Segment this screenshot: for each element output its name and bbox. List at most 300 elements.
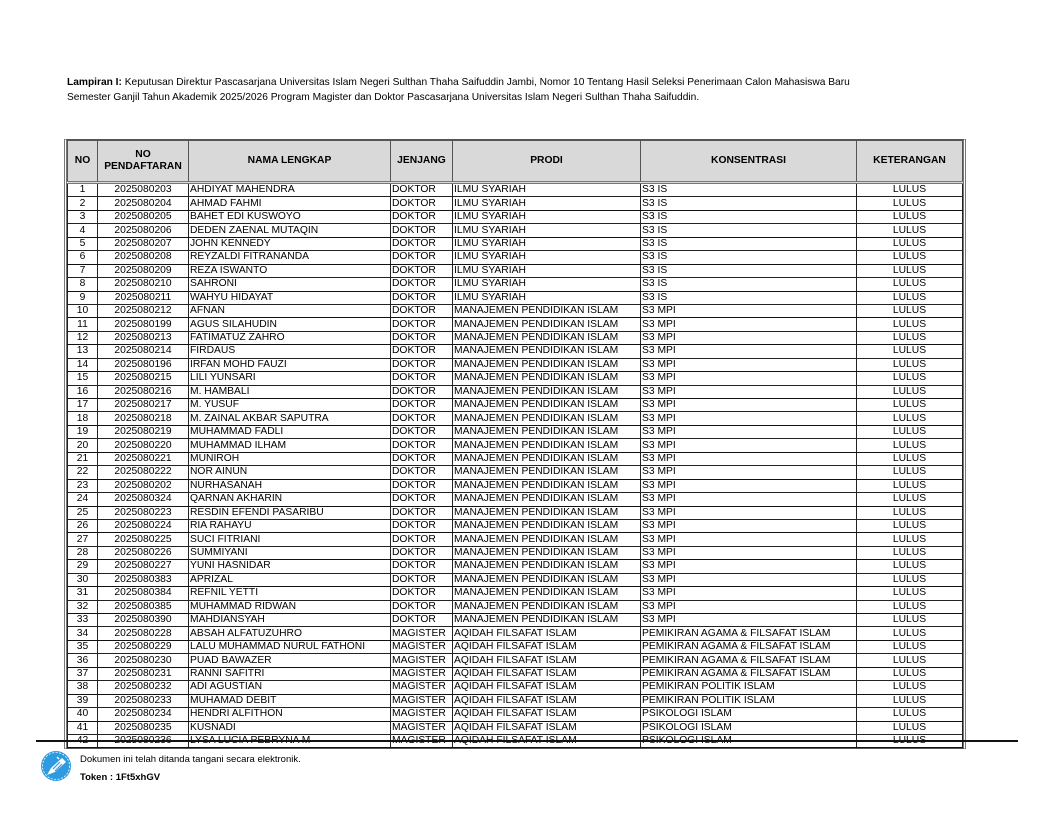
cell-keterangan: LULUS (857, 425, 963, 438)
cell-jenjang: DOKTOR (391, 614, 453, 627)
cell-konsentrasi: S3 MPI (641, 318, 857, 331)
cell-no-pendaftaran: 2025080231 (98, 667, 189, 680)
cell-jenjang: DOKTOR (391, 533, 453, 546)
cell-konsentrasi: S3 MPI (641, 533, 857, 546)
cell-konsentrasi: PSIKOLOGI ISLAM (641, 708, 857, 721)
cell-konsentrasi: S3 MPI (641, 546, 857, 559)
cell-keterangan: LULUS (857, 721, 963, 734)
e-signature-pen-icon (40, 750, 72, 782)
cell-keterangan: LULUS (857, 304, 963, 317)
cell-keterangan: LULUS (857, 694, 963, 707)
cell-jenjang: DOKTOR (391, 600, 453, 613)
cell-nama: RESDIN EFENDI PASARIBU (189, 506, 391, 519)
cell-jenjang: DOKTOR (391, 264, 453, 277)
cell-jenjang: DOKTOR (391, 183, 453, 197)
cell-prodi: MANAJEMEN PENDIDIKAN ISLAM (453, 399, 641, 412)
cell-no: 31 (68, 587, 98, 600)
cell-no: 23 (68, 479, 98, 492)
table-row (68, 318, 963, 331)
cell-no: 14 (68, 358, 98, 371)
table-body (68, 183, 963, 748)
cell-no: 41 (68, 721, 98, 734)
cell-no-pendaftaran: 2025080383 (98, 573, 189, 586)
table-row (68, 627, 963, 640)
cell-jenjang: DOKTOR (391, 372, 453, 385)
cell-nama: SUMMIYANI (189, 546, 391, 559)
cell-keterangan: LULUS (857, 210, 963, 223)
cell-no-pendaftaran: 2025080223 (98, 506, 189, 519)
cell-no: 8 (68, 278, 98, 291)
cell-konsentrasi: S3 MPI (641, 452, 857, 465)
table-row (68, 681, 963, 694)
cell-no-pendaftaran: 2025080224 (98, 519, 189, 532)
cell-jenjang: DOKTOR (391, 560, 453, 573)
cell-no: 21 (68, 452, 98, 465)
cell-konsentrasi: PEMIKIRAN POLITIK ISLAM (641, 681, 857, 694)
cell-keterangan: LULUS (857, 466, 963, 479)
cell-nama: SAHRONI (189, 278, 391, 291)
cell-keterangan: LULUS (857, 291, 963, 304)
cell-no: 16 (68, 385, 98, 398)
cell-nama: AHDIYAT MAHENDRA (189, 183, 391, 197)
cell-konsentrasi: S3 IS (641, 237, 857, 250)
cell-jenjang: MAGISTER (391, 681, 453, 694)
cell-konsentrasi: S3 MPI (641, 358, 857, 371)
cell-no-pendaftaran: 2025080204 (98, 197, 189, 210)
cell-prodi: ILMU SYARIAH (453, 210, 641, 223)
cell-jenjang: MAGISTER (391, 627, 453, 640)
cell-jenjang: MAGISTER (391, 694, 453, 707)
cell-no: 34 (68, 627, 98, 640)
table-row (68, 667, 963, 680)
cell-keterangan: LULUS (857, 600, 963, 613)
cell-konsentrasi: PEMIKIRAN POLITIK ISLAM (641, 694, 857, 707)
cell-prodi: MANAJEMEN PENDIDIKAN ISLAM (453, 493, 641, 506)
cell-nama: DEDEN ZAENAL MUTAQIN (189, 224, 391, 237)
cell-prodi: ILMU SYARIAH (453, 237, 641, 250)
cell-prodi: MANAJEMEN PENDIDIKAN ISLAM (453, 425, 641, 438)
header-no-pendaftaran-line1: NO (135, 149, 151, 160)
cell-keterangan: LULUS (857, 493, 963, 506)
cell-prodi: MANAJEMEN PENDIDIKAN ISLAM (453, 345, 641, 358)
cell-konsentrasi: S3 MPI (641, 560, 857, 573)
table-row (68, 560, 963, 573)
cell-jenjang: DOKTOR (391, 331, 453, 344)
cell-jenjang: DOKTOR (391, 412, 453, 425)
cell-prodi: AQIDAH FILSAFAT ISLAM (453, 667, 641, 680)
cell-no: 33 (68, 614, 98, 627)
cell-prodi: MANAJEMEN PENDIDIKAN ISLAM (453, 573, 641, 586)
cell-prodi: MANAJEMEN PENDIDIKAN ISLAM (453, 372, 641, 385)
cell-no: 12 (68, 331, 98, 344)
cell-no-pendaftaran: 2025080384 (98, 587, 189, 600)
cell-konsentrasi: S3 MPI (641, 425, 857, 438)
cell-konsentrasi: S3 IS (641, 210, 857, 223)
cell-konsentrasi: S3 IS (641, 224, 857, 237)
table-row (68, 399, 963, 412)
cell-keterangan: LULUS (857, 358, 963, 371)
cell-no: 27 (68, 533, 98, 546)
cell-nama: AGUS SILAHUDIN (189, 318, 391, 331)
cell-prodi: MANAJEMEN PENDIDIKAN ISLAM (453, 385, 641, 398)
cell-no: 18 (68, 412, 98, 425)
header-prodi: PRODI (453, 141, 641, 183)
cell-keterangan: LULUS (857, 372, 963, 385)
cell-konsentrasi: PSIKOLOGI ISLAM (641, 721, 857, 734)
page-cut-line (36, 740, 1018, 742)
table-row (68, 466, 963, 479)
table-row (68, 533, 963, 546)
cell-jenjang: DOKTOR (391, 439, 453, 452)
cell-keterangan: LULUS (857, 573, 963, 586)
table-row (68, 251, 963, 264)
cell-jenjang: DOKTOR (391, 345, 453, 358)
cell-konsentrasi: S3 MPI (641, 304, 857, 317)
cell-prodi: AQIDAH FILSAFAT ISLAM (453, 681, 641, 694)
cell-nama: FATIMATUZ ZAHRO (189, 331, 391, 344)
cell-keterangan: LULUS (857, 640, 963, 653)
cell-jenjang: DOKTOR (391, 224, 453, 237)
cell-no-pendaftaran: 2025080214 (98, 345, 189, 358)
cell-keterangan: LULUS (857, 667, 963, 680)
cell-nama: REYZALDI FITRANANDA (189, 251, 391, 264)
cell-no: 1 (68, 183, 98, 197)
cell-keterangan: LULUS (857, 412, 963, 425)
cell-keterangan: LULUS (857, 318, 963, 331)
e-signature-token: Token : 1Ft5xhGV (80, 772, 161, 783)
cell-jenjang: DOKTOR (391, 358, 453, 371)
cell-keterangan: LULUS (857, 331, 963, 344)
cell-no-pendaftaran: 2025080203 (98, 183, 189, 197)
header-nama: NAMA LENGKAP (189, 141, 391, 183)
cell-nama: MUHAMMAD FADLI (189, 425, 391, 438)
header-jenjang: JENJANG (391, 141, 453, 183)
cell-no-pendaftaran: 2025080230 (98, 654, 189, 667)
cell-keterangan: LULUS (857, 224, 963, 237)
cell-jenjang: MAGISTER (391, 654, 453, 667)
cell-no: 19 (68, 425, 98, 438)
cell-no: 5 (68, 237, 98, 250)
cell-konsentrasi: S3 MPI (641, 506, 857, 519)
cell-konsentrasi: S3 IS (641, 251, 857, 264)
table-row (68, 587, 963, 600)
table-row (68, 291, 963, 304)
cell-jenjang: MAGISTER (391, 721, 453, 734)
table-row (68, 224, 963, 237)
cell-jenjang: MAGISTER (391, 708, 453, 721)
cell-jenjang: MAGISTER (391, 667, 453, 680)
cell-prodi: MANAJEMEN PENDIDIKAN ISLAM (453, 304, 641, 317)
cell-konsentrasi: S3 MPI (641, 600, 857, 613)
cell-no: 7 (68, 264, 98, 277)
cell-nama: RANNI SAFITRI (189, 667, 391, 680)
cell-no: 25 (68, 506, 98, 519)
table-row (68, 425, 963, 438)
table-row (68, 372, 963, 385)
intro-paragraph (67, 76, 867, 105)
cell-nama: WAHYU HIDAYAT (189, 291, 391, 304)
cell-jenjang: DOKTOR (391, 278, 453, 291)
cell-keterangan: LULUS (857, 439, 963, 452)
cell-nama: LALU MUHAMMAD NURUL FATHONI (189, 640, 391, 653)
cell-nama: MUHAMMAD RIDWAN (189, 600, 391, 613)
cell-nama: REZA ISWANTO (189, 264, 391, 277)
cell-keterangan: LULUS (857, 237, 963, 250)
cell-konsentrasi: S3 MPI (641, 614, 857, 627)
cell-no-pendaftaran: 2025080232 (98, 681, 189, 694)
cell-no-pendaftaran: 2025080199 (98, 318, 189, 331)
cell-no-pendaftaran: 2025080218 (98, 412, 189, 425)
cell-keterangan: LULUS (857, 264, 963, 277)
table-row (68, 721, 963, 734)
cell-no-pendaftaran: 2025080205 (98, 210, 189, 223)
cell-no-pendaftaran: 2025080209 (98, 264, 189, 277)
cell-prodi: AQIDAH FILSAFAT ISLAM (453, 721, 641, 734)
cell-prodi: ILMU SYARIAH (453, 291, 641, 304)
cell-prodi: MANAJEMEN PENDIDIKAN ISLAM (453, 587, 641, 600)
table-header-row (68, 141, 963, 183)
cell-prodi: MANAJEMEN PENDIDIKAN ISLAM (453, 318, 641, 331)
cell-konsentrasi: PEMIKIRAN AGAMA & FILSAFAT ISLAM (641, 654, 857, 667)
header-keterangan: KETERANGAN (857, 141, 963, 183)
header-konsentrasi: KONSENTRASI (641, 141, 857, 183)
cell-prodi: AQIDAH FILSAFAT ISLAM (453, 708, 641, 721)
cell-jenjang: DOKTOR (391, 237, 453, 250)
table-row (68, 708, 963, 721)
cell-no-pendaftaran: 2025080235 (98, 721, 189, 734)
cell-no-pendaftaran: 2025080222 (98, 466, 189, 479)
table-row (68, 412, 963, 425)
cell-jenjang: DOKTOR (391, 318, 453, 331)
cell-no: 2 (68, 197, 98, 210)
cell-no-pendaftaran: 2025080228 (98, 627, 189, 640)
cell-no: 17 (68, 399, 98, 412)
cell-konsentrasi: S3 IS (641, 291, 857, 304)
cell-keterangan: LULUS (857, 385, 963, 398)
cell-jenjang: DOKTOR (391, 385, 453, 398)
cell-nama: MUHAMAD DEBIT (189, 694, 391, 707)
cell-prodi: MANAJEMEN PENDIDIKAN ISLAM (453, 466, 641, 479)
cell-no-pendaftaran: 2025080208 (98, 251, 189, 264)
intro-label: Lampiran I: (67, 77, 122, 88)
cell-no: 15 (68, 372, 98, 385)
table-row (68, 600, 963, 613)
table-row (68, 183, 963, 197)
cell-konsentrasi: S3 MPI (641, 479, 857, 492)
cell-no: 32 (68, 600, 98, 613)
cell-prodi: ILMU SYARIAH (453, 224, 641, 237)
cell-prodi: MANAJEMEN PENDIDIKAN ISLAM (453, 560, 641, 573)
cell-jenjang: MAGISTER (391, 640, 453, 653)
cell-keterangan: LULUS (857, 506, 963, 519)
cell-no: 22 (68, 466, 98, 479)
cell-nama: REFNIL YETTI (189, 587, 391, 600)
cell-keterangan: LULUS (857, 708, 963, 721)
cell-keterangan: LULUS (857, 452, 963, 465)
cell-nama: AFNAN (189, 304, 391, 317)
table-row (68, 573, 963, 586)
cell-konsentrasi: S3 IS (641, 197, 857, 210)
e-signature-text: Dokumen ini telah ditanda tangani secara elektronik. (80, 754, 301, 765)
cell-no: 38 (68, 681, 98, 694)
cell-no: 10 (68, 304, 98, 317)
cell-prodi: MANAJEMEN PENDIDIKAN ISLAM (453, 546, 641, 559)
cell-keterangan: LULUS (857, 399, 963, 412)
table-row (68, 493, 963, 506)
cell-jenjang: DOKTOR (391, 425, 453, 438)
cell-no: 11 (68, 318, 98, 331)
cell-prodi: MANAJEMEN PENDIDIKAN ISLAM (453, 358, 641, 371)
cell-no: 4 (68, 224, 98, 237)
table-row (68, 358, 963, 371)
cell-nama: M. YUSUF (189, 399, 391, 412)
table-row (68, 331, 963, 344)
cell-nama: RIA RAHAYU (189, 519, 391, 532)
table-row (68, 614, 963, 627)
cell-prodi: AQIDAH FILSAFAT ISLAM (453, 694, 641, 707)
table-row (68, 546, 963, 559)
cell-no-pendaftaran: 2025080385 (98, 600, 189, 613)
cell-nama: FIRDAUS (189, 345, 391, 358)
cell-no-pendaftaran: 2025080210 (98, 278, 189, 291)
header-no: NO (68, 141, 98, 183)
cell-no-pendaftaran: 2025080220 (98, 439, 189, 452)
cell-no-pendaftaran: 2025080226 (98, 546, 189, 559)
cell-no: 37 (68, 667, 98, 680)
cell-no: 24 (68, 493, 98, 506)
cell-no-pendaftaran: 2025080206 (98, 224, 189, 237)
cell-prodi: ILMU SYARIAH (453, 183, 641, 197)
cell-nama: PUAD BAWAZER (189, 654, 391, 667)
cell-keterangan: LULUS (857, 533, 963, 546)
table-row (68, 345, 963, 358)
cell-konsentrasi: S3 IS (641, 264, 857, 277)
cell-nama: IRFAN MOHD FAUZI (189, 358, 391, 371)
cell-no-pendaftaran: 2025080216 (98, 385, 189, 398)
cell-prodi: MANAJEMEN PENDIDIKAN ISLAM (453, 614, 641, 627)
cell-nama: ADI AGUSTIAN (189, 681, 391, 694)
cell-no: 28 (68, 546, 98, 559)
cell-prodi: ILMU SYARIAH (453, 264, 641, 277)
cell-jenjang: DOKTOR (391, 479, 453, 492)
cell-nama: NURHASANAH (189, 479, 391, 492)
table-row (68, 210, 963, 223)
cell-jenjang: DOKTOR (391, 573, 453, 586)
cell-no-pendaftaran: 2025080234 (98, 708, 189, 721)
cell-keterangan: LULUS (857, 519, 963, 532)
cell-no-pendaftaran: 2025080202 (98, 479, 189, 492)
cell-keterangan: LULUS (857, 587, 963, 600)
cell-no-pendaftaran: 2025080227 (98, 560, 189, 573)
cell-prodi: MANAJEMEN PENDIDIKAN ISLAM (453, 452, 641, 465)
cell-no-pendaftaran: 2025080233 (98, 694, 189, 707)
cell-jenjang: DOKTOR (391, 197, 453, 210)
cell-jenjang: DOKTOR (391, 466, 453, 479)
cell-no: 36 (68, 654, 98, 667)
cell-nama: QARNAN AKHARIN (189, 493, 391, 506)
cell-nama: JOHN KENNEDY (189, 237, 391, 250)
cell-jenjang: DOKTOR (391, 493, 453, 506)
cell-keterangan: LULUS (857, 614, 963, 627)
cell-prodi: AQIDAH FILSAFAT ISLAM (453, 627, 641, 640)
cell-keterangan: LULUS (857, 479, 963, 492)
cell-nama: MAHDIANSYAH (189, 614, 391, 627)
cell-konsentrasi: S3 MPI (641, 519, 857, 532)
cell-keterangan: LULUS (857, 345, 963, 358)
cell-nama: BAHET EDI KUSWOYO (189, 210, 391, 223)
cell-keterangan: LULUS (857, 251, 963, 264)
cell-no: 13 (68, 345, 98, 358)
cell-no-pendaftaran: 2025080217 (98, 399, 189, 412)
cell-nama: M. ZAINAL AKBAR SAPUTRA (189, 412, 391, 425)
cell-no-pendaftaran: 2025080212 (98, 304, 189, 317)
cell-no-pendaftaran: 2025080221 (98, 452, 189, 465)
cell-prodi: MANAJEMEN PENDIDIKAN ISLAM (453, 533, 641, 546)
cell-nama: ABSAH ALFATUZUHRO (189, 627, 391, 640)
cell-no-pendaftaran: 2025080211 (98, 291, 189, 304)
cell-jenjang: DOKTOR (391, 452, 453, 465)
cell-jenjang: DOKTOR (391, 304, 453, 317)
cell-konsentrasi: S3 MPI (641, 385, 857, 398)
cell-no-pendaftaran: 2025080207 (98, 237, 189, 250)
cell-konsentrasi: S3 MPI (641, 573, 857, 586)
cell-nama: LILI YUNSARI (189, 372, 391, 385)
cell-prodi: MANAJEMEN PENDIDIKAN ISLAM (453, 600, 641, 613)
cell-no-pendaftaran: 2025080215 (98, 372, 189, 385)
cell-keterangan: LULUS (857, 560, 963, 573)
cell-keterangan: LULUS (857, 681, 963, 694)
intro-text: Keputusan Direktur Pascasarjana Universitas Islam Negeri Sulthan Thaha Saifuddin Jambi, Nomor 10 Tentang Hasil Seleksi Penerimaan Calon Mahasiswa Baru Semester Ganjil Tahun Akademik 2025/2026 Program Magister dan Doktor Pascasarjana Universitas Islam Negeri Sulthan Thaha Saifuddin. (67, 77, 850, 103)
cell-prodi: ILMU SYARIAH (453, 197, 641, 210)
cell-no-pendaftaran: 2025080213 (98, 331, 189, 344)
table-row (68, 197, 963, 210)
cell-konsentrasi: S3 MPI (641, 399, 857, 412)
cell-no-pendaftaran: 2025080196 (98, 358, 189, 371)
cell-nama: M. HAMBALI (189, 385, 391, 398)
cell-no-pendaftaran: 2025080390 (98, 614, 189, 627)
cell-konsentrasi: S3 IS (641, 278, 857, 291)
cell-konsentrasi: S3 MPI (641, 331, 857, 344)
cell-no: 26 (68, 519, 98, 532)
table-row (68, 452, 963, 465)
cell-konsentrasi: S3 IS (641, 183, 857, 197)
cell-prodi: ILMU SYARIAH (453, 251, 641, 264)
header-no-pendaftaran-line2: PENDAFTARAN (104, 161, 182, 172)
cell-no: 6 (68, 251, 98, 264)
cell-no: 3 (68, 210, 98, 223)
cell-no-pendaftaran: 2025080219 (98, 425, 189, 438)
cell-konsentrasi: S3 MPI (641, 466, 857, 479)
cell-konsentrasi: PEMIKIRAN AGAMA & FILSAFAT ISLAM (641, 667, 857, 680)
cell-prodi: MANAJEMEN PENDIDIKAN ISLAM (453, 331, 641, 344)
cell-nama: MUNIROH (189, 452, 391, 465)
cell-konsentrasi: S3 MPI (641, 372, 857, 385)
results-table (67, 140, 963, 748)
cell-nama: APRIZAL (189, 573, 391, 586)
table-row (68, 278, 963, 291)
cell-keterangan: LULUS (857, 627, 963, 640)
cell-nama: MUHAMMAD ILHAM (189, 439, 391, 452)
cell-jenjang: DOKTOR (391, 399, 453, 412)
table-row (68, 439, 963, 452)
cell-jenjang: DOKTOR (391, 587, 453, 600)
cell-nama: NOR AINUN (189, 466, 391, 479)
table-row (68, 237, 963, 250)
cell-no-pendaftaran: 2025080229 (98, 640, 189, 653)
cell-prodi: AQIDAH FILSAFAT ISLAM (453, 640, 641, 653)
cell-no: 29 (68, 560, 98, 573)
cell-no: 30 (68, 573, 98, 586)
